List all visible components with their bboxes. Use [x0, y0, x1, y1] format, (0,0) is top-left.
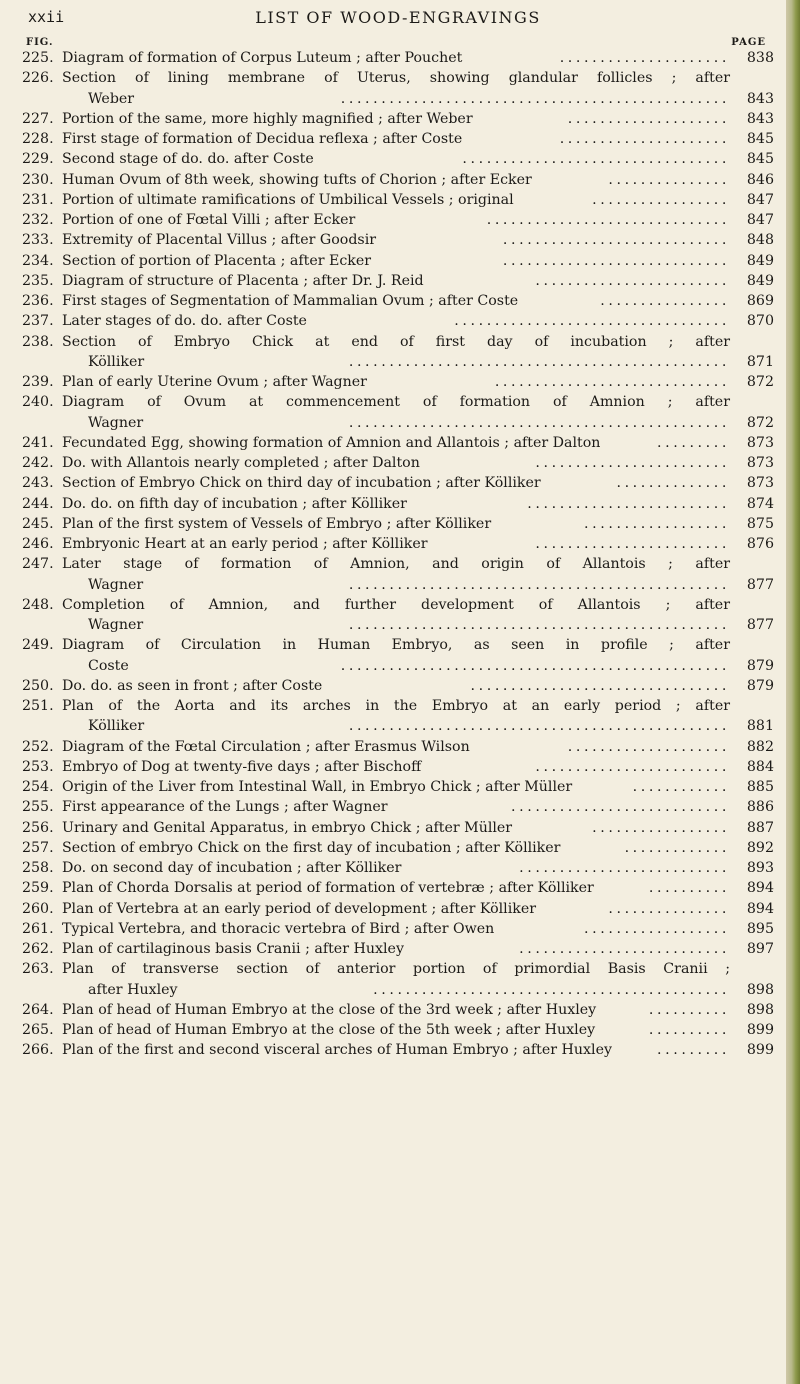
page-reference: 877 [746, 576, 774, 593]
page-reference: 876 [746, 536, 774, 552]
dot-leader: ............................ [502, 252, 730, 269]
entry-line [22, 615, 774, 635]
page-reference: 872 [746, 374, 774, 390]
page-reference: 849 [746, 252, 774, 269]
page-reference: 874 [746, 495, 774, 512]
list-item [22, 109, 774, 129]
entry-text: First stages of Segmentation of Mammalian Ovum ; after Coste [62, 293, 519, 309]
entry-text: Human Ovum of 8th week, showing tufts of Chorion ; after Ecker [62, 171, 532, 188]
dot-leader: ........................ [535, 758, 730, 775]
entry-text: Do. with Allantois nearly completed ; after Dalton [62, 455, 420, 471]
list-item [22, 959, 774, 1000]
page-reference: 843 [746, 110, 774, 127]
dot-leader: ............................................... [348, 617, 730, 633]
entry-line [22, 494, 774, 514]
entry-text: Wagner [88, 617, 144, 633]
entry-text: Do. do. as seen in front ; after Coste [62, 677, 323, 694]
entry-text: Do. on second day of incubation ; after Kölliker [62, 860, 402, 876]
entry-line [22, 109, 774, 129]
entry-line [22, 413, 774, 433]
entry-text: Coste [88, 657, 129, 674]
list-item [22, 129, 774, 149]
dot-leader: ............. [624, 839, 730, 856]
list-item [22, 473, 774, 493]
figure-number: 247. [22, 556, 54, 573]
list-item [22, 230, 774, 250]
figure-number: 226. [22, 70, 54, 87]
list-item [22, 696, 774, 737]
entry-text: Portion of the same, more highly magnified ; after Weber [62, 110, 473, 127]
page-reference: 899 [746, 1022, 774, 1038]
dot-leader: .......... [648, 880, 730, 897]
entry-line [22, 939, 774, 959]
list-item [22, 372, 774, 392]
list-item [22, 818, 774, 838]
page-reference: 886 [746, 799, 774, 816]
list-item [22, 878, 774, 898]
list-item [22, 433, 774, 453]
page-title: LIST OF WOOD-ENGRAVINGS [255, 8, 541, 27]
page-reference: 892 [746, 839, 774, 856]
page-reference: 881 [746, 718, 774, 735]
page-reference: 887 [746, 819, 774, 836]
list-item [22, 514, 774, 534]
dot-leader: ............................................ [373, 981, 730, 998]
figure-number: 238. [22, 333, 54, 350]
dot-leader: ........................ [535, 272, 730, 289]
figure-number: 258. [22, 860, 54, 876]
figure-number: 246. [22, 536, 54, 552]
entry-text: Extremity of Placental Villus ; after Goodsir [62, 232, 377, 249]
dot-leader: ............................. [494, 374, 730, 390]
entry-text: Diagram of structure of Placenta ; after Dr. J. Reid [62, 272, 424, 289]
entry-text: Typical Vertebra, and thoracic vertebra of Bird ; after Owen [62, 920, 495, 937]
dot-leader: ......... [657, 1042, 730, 1059]
entry-line [22, 433, 774, 453]
dot-leader: ................................................ [340, 90, 730, 107]
page-reference: 871 [746, 353, 774, 370]
page-header [28, 4, 768, 34]
page-reference: 838 [746, 50, 774, 66]
list-item [22, 757, 774, 777]
entry-line [22, 1040, 774, 1060]
entry-text: First appearance of the Lungs ; after Wagner [62, 799, 388, 816]
entry-line [22, 737, 774, 757]
page-reference: 848 [746, 232, 774, 249]
page-reference: 847 [746, 191, 774, 208]
entry-line [22, 271, 774, 291]
entry-text: Completion of Amnion, and further development of Allantois ; after [62, 596, 730, 613]
dot-leader: .................................. [454, 313, 730, 330]
figure-number: 225. [22, 50, 54, 66]
entry-text: Wagner [88, 414, 144, 431]
page-reference: 879 [746, 657, 774, 674]
list-item [22, 170, 774, 190]
list-item [22, 595, 774, 636]
figure-number: 256. [22, 819, 54, 836]
entry-text: Later stages of do. do. after Coste [62, 313, 307, 330]
figure-number: 245. [22, 515, 54, 532]
entry-line [22, 291, 774, 311]
figure-number: 235. [22, 272, 54, 289]
list-item [22, 68, 774, 109]
page-reference: 847 [746, 212, 774, 228]
list-item [22, 797, 774, 817]
entry-text: Plan of head of Human Embryo at the close of the 5th week ; after Huxley [62, 1022, 596, 1038]
entry-text: Plan of the first system of Vessels of Embryo ; after Kölliker [62, 515, 492, 532]
list-item [22, 919, 774, 939]
figure-number: 248. [22, 596, 54, 613]
figure-number: 259. [22, 880, 54, 897]
page-reference: 845 [746, 131, 774, 147]
figure-number: 261. [22, 920, 54, 937]
entry-text: Diagram of the Fœtal Circulation ; after Erasmus Wilson [62, 738, 470, 755]
figure-number: 257. [22, 839, 54, 856]
page-reference: 873 [746, 434, 774, 451]
dot-leader: ............... [608, 900, 730, 917]
dot-leader: ................. [592, 191, 730, 208]
list-item [22, 899, 774, 919]
figure-number: 251. [22, 698, 54, 714]
dot-leader: ................. [592, 819, 730, 836]
entry-text: after Huxley [88, 981, 178, 998]
page-reference: 843 [746, 90, 774, 107]
entry-line [22, 170, 774, 190]
figure-number: 232. [22, 212, 54, 228]
figure-number: 252. [22, 738, 54, 755]
page-reference: 893 [746, 860, 774, 876]
figure-number: 233. [22, 232, 54, 249]
figure-number: 227. [22, 110, 54, 127]
entry-line [22, 129, 774, 149]
entry-text: Plan of the Aorta and its arches in the Embryo at an early period ; after [62, 698, 730, 714]
entry-line [22, 575, 774, 595]
entry-text: Plan of Vertebra at an early period of development ; after Kölliker [62, 900, 537, 917]
entry-line [22, 89, 774, 109]
entry-text: Plan of early Uterine Ovum ; after Wagner [62, 374, 367, 390]
figure-number: 243. [22, 475, 54, 492]
dot-leader: ................................. [462, 151, 730, 168]
figure-number: 265. [22, 1022, 54, 1038]
figure-number: 234. [22, 252, 54, 269]
list-item [22, 332, 774, 373]
entry-text: Kölliker [88, 353, 145, 370]
entry-text: Diagram of formation of Corpus Luteum ; after Pouchet [62, 50, 463, 66]
dot-leader: .......................... [519, 941, 730, 957]
page-reference: 879 [746, 677, 774, 694]
entry-line [22, 68, 774, 88]
dot-leader: ................................................ [340, 657, 730, 674]
dot-leader: ................................ [470, 677, 730, 694]
entry-line [22, 190, 774, 210]
list-item [22, 311, 774, 331]
entry-text: Later stage of formation of Amnion, and origin of Allantois ; after [62, 556, 730, 573]
figure-number: 244. [22, 495, 54, 512]
page-reference: 895 [746, 920, 774, 937]
entry-line [22, 332, 774, 352]
list-item [22, 453, 774, 473]
entry-line [22, 899, 774, 919]
entry-text: Portion of one of Fœtal Villi ; after Ecker [62, 212, 356, 228]
entry-line [22, 656, 774, 676]
dot-leader: ..................... [559, 131, 730, 147]
dot-leader: ............................ [502, 232, 730, 249]
page-reference: 894 [746, 880, 774, 897]
list-item [22, 737, 774, 757]
entry-text: Section of Embryo Chick on third day of incubation ; after Kölliker [62, 475, 541, 492]
list-item [22, 190, 774, 210]
page-reference: 872 [746, 414, 774, 431]
figure-number: 253. [22, 758, 54, 775]
page-reference: 873 [746, 475, 774, 492]
entry-text: Fecundated Egg, showing formation of Amnion and Allantois ; after Dalton [62, 434, 601, 451]
entry-text: Do. do. on fifth day of incubation ; after Kölliker [62, 495, 407, 512]
dot-leader: .......................... [519, 860, 730, 876]
entry-line [22, 251, 774, 271]
list-item [22, 149, 774, 169]
list-item [22, 635, 774, 676]
page-reference: 898 [746, 981, 774, 998]
entry-line [22, 149, 774, 169]
page-edge [786, 0, 800, 1384]
entry-text: Wagner [88, 576, 144, 593]
entry-line [22, 818, 774, 838]
page-reference: 885 [746, 779, 774, 795]
fig-column-header: FIG. [26, 37, 54, 48]
figure-number: 264. [22, 1001, 54, 1018]
entry-line [22, 980, 774, 1000]
entry-text: Plan of Chorda Dorsalis at period of formation of vertebræ ; after Kölliker [62, 880, 594, 897]
dot-leader: .................... [567, 738, 730, 755]
entry-text: Plan of transverse section of anterior portion of primordial Basis Cranii ; [62, 961, 730, 978]
figure-number: 240. [22, 394, 54, 411]
figure-number: 262. [22, 941, 54, 957]
entry-text: Plan of the first and second visceral arches of Human Embryo ; after Huxley [62, 1042, 612, 1059]
figure-number: 237. [22, 313, 54, 330]
list-item [22, 534, 774, 554]
entry-line [22, 1020, 774, 1040]
entry-text: Origin of the Liver from Intestinal Wall, in Embryo Chick ; after Müller [62, 779, 573, 795]
list-item [22, 1040, 774, 1060]
page-reference: 875 [746, 515, 774, 532]
dot-leader: ............................................... [348, 576, 730, 593]
page-reference: 884 [746, 758, 774, 775]
figure-number: 260. [22, 900, 54, 917]
entry-text: First stage of formation of Decidua reflexa ; after Coste [62, 131, 463, 147]
dot-leader: ........................ [535, 536, 730, 552]
entry-text: Second stage of do. do. after Coste [62, 151, 314, 168]
list-item [22, 1020, 774, 1040]
entry-line [22, 878, 774, 898]
entry-line [22, 1000, 774, 1020]
dot-leader: .............................. [486, 212, 730, 228]
dot-leader: ............................................... [348, 718, 730, 735]
figure-number: 263. [22, 961, 54, 978]
entry-line [22, 48, 774, 68]
entry-line [22, 676, 774, 696]
entry-line [22, 210, 774, 230]
entry-text: Embryonic Heart at an early period ; after Kölliker [62, 536, 428, 552]
dot-leader: ............................................... [348, 353, 730, 370]
list-item [22, 392, 774, 433]
engravings-list [22, 48, 774, 1061]
page-reference: 894 [746, 900, 774, 917]
entry-line [22, 554, 774, 574]
entry-line [22, 473, 774, 493]
entry-text: Section of lining membrane of Uterus, showing glandular follicles ; after [62, 70, 730, 87]
list-item [22, 271, 774, 291]
entry-line [22, 716, 774, 736]
page-reference: 897 [746, 941, 774, 957]
page-number: xxii [28, 8, 65, 26]
dot-leader: ............... [608, 171, 730, 188]
dot-leader: ..................... [559, 50, 730, 66]
entry-line [22, 635, 774, 655]
page-reference: 846 [746, 171, 774, 188]
list-item [22, 858, 774, 878]
entry-text: Urinary and Genital Apparatus, in embryo Chick ; after Müller [62, 819, 513, 836]
page-reference: 873 [746, 455, 774, 471]
entry-text: Diagram of Ovum at commencement of formation of Amnion ; after [62, 394, 730, 411]
entry-text: Kölliker [88, 718, 145, 735]
dot-leader: ............................................... [348, 414, 730, 431]
entry-line [22, 595, 774, 615]
list-item [22, 554, 774, 595]
figure-number: 242. [22, 455, 54, 471]
entry-line [22, 372, 774, 392]
figure-number: 255. [22, 799, 54, 816]
list-item [22, 251, 774, 271]
entry-line [22, 311, 774, 331]
figure-number: 231. [22, 191, 54, 208]
entry-text: Plan of head of Human Embryo at the close of the 3rd week ; after Huxley [62, 1001, 597, 1018]
entry-line [22, 777, 774, 797]
entry-text: Portion of ultimate ramifications of Umbilical Vessels ; original [62, 191, 514, 208]
entry-line [22, 757, 774, 777]
list-item [22, 676, 774, 696]
dot-leader: .......... [648, 1022, 730, 1038]
entry-text: Embryo of Dog at twenty-five days ; after Bischoff [62, 758, 422, 775]
entry-text: Section of embryo Chick on the first day of incubation ; after Kölliker [62, 839, 561, 856]
page-reference: 899 [746, 1042, 774, 1059]
entry-line [22, 514, 774, 534]
entry-text: Section of portion of Placenta ; after Ecker [62, 252, 372, 269]
list-item [22, 838, 774, 858]
list-item [22, 494, 774, 514]
page-reference: 869 [746, 293, 774, 309]
page-reference: 849 [746, 272, 774, 289]
entry-text: Weber [88, 90, 135, 107]
dot-leader: ............ [632, 779, 730, 795]
entry-line [22, 534, 774, 554]
figure-number: 229. [22, 151, 54, 168]
entry-line [22, 919, 774, 939]
dot-leader: ......... [657, 434, 730, 451]
entry-line [22, 959, 774, 979]
list-item [22, 1000, 774, 1020]
entry-text: Diagram of Circulation in Human Embryo, as seen in profile ; after [62, 637, 730, 654]
entry-line [22, 352, 774, 372]
figure-number: 228. [22, 131, 54, 147]
page-reference: 845 [746, 151, 774, 168]
entry-line [22, 696, 774, 716]
page-reference: 877 [746, 617, 774, 633]
entry-text: Section of Embryo Chick at end of first day of incubation ; after [62, 333, 730, 350]
figure-number: 230. [22, 171, 54, 188]
figure-number: 250. [22, 677, 54, 694]
list-item [22, 48, 774, 68]
dot-leader: .................. [584, 920, 730, 937]
list-item [22, 777, 774, 797]
dot-leader: ......................... [527, 495, 730, 512]
dot-leader: ................ [600, 293, 730, 309]
dot-leader: .................... [567, 110, 730, 127]
entry-line [22, 453, 774, 473]
page-reference: 870 [746, 313, 774, 330]
entry-text: Plan of cartilaginous basis Cranii ; after Huxley [62, 941, 404, 957]
entry-line [22, 858, 774, 878]
entry-line [22, 797, 774, 817]
dot-leader: ........................... [511, 799, 730, 816]
dot-leader: .............. [616, 475, 730, 492]
list-item [22, 210, 774, 230]
dot-leader: .......... [648, 1001, 730, 1018]
page-column-header: PAGE [731, 37, 766, 48]
figure-number: 266. [22, 1042, 54, 1059]
page-reference: 898 [746, 1001, 774, 1018]
figure-number: 239. [22, 374, 54, 390]
figure-number: 236. [22, 293, 54, 309]
list-item [22, 291, 774, 311]
figure-number: 241. [22, 434, 54, 451]
list-item [22, 939, 774, 959]
figure-number: 254. [22, 779, 54, 795]
dot-leader: ........................ [535, 455, 730, 471]
figure-number: 249. [22, 637, 54, 654]
dot-leader: .................. [584, 515, 730, 532]
entry-line [22, 838, 774, 858]
entry-line [22, 392, 774, 412]
page-reference: 882 [746, 738, 774, 755]
entry-line [22, 230, 774, 250]
